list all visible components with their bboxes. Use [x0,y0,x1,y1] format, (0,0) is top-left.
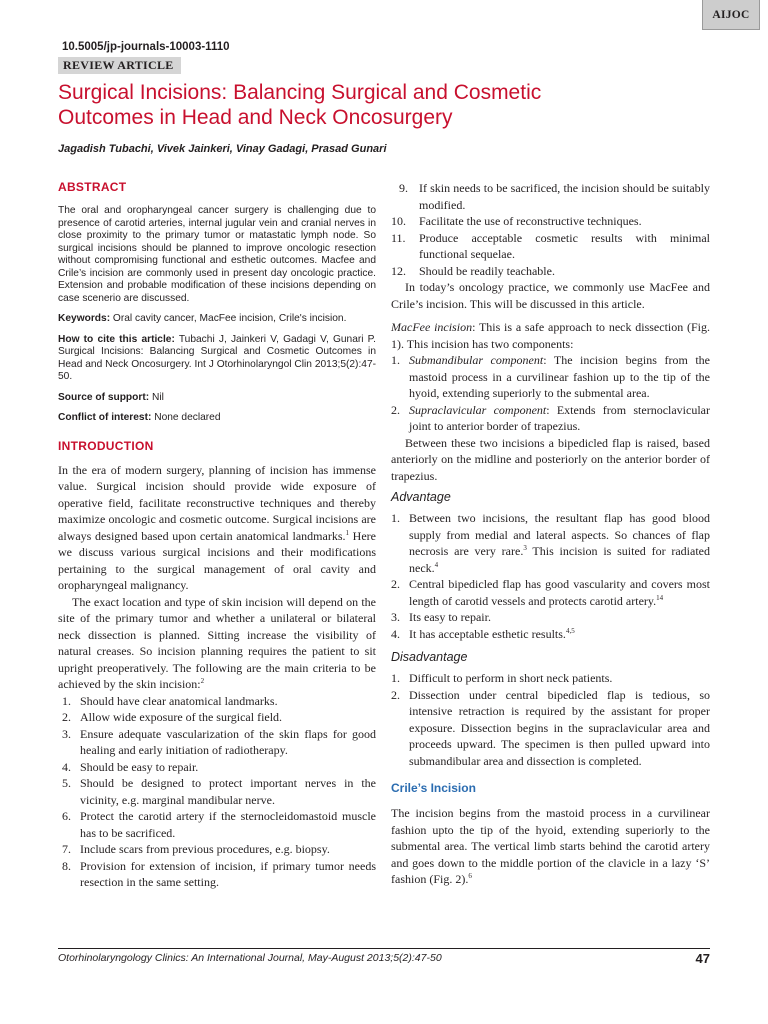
intro-paragraph-3: In today’s oncology practice, we commonly use MacFee and Crile’s incision. This will be discussed in this article. [391,280,710,311]
list-item: 1. Submandibular component: The incision begins from the mastoid process in a curvilinear fashion up to the tip of the hyoid, extending superiorly to the submental area. [391,353,710,400]
cite-text: Tubachi J, Jainkeri V, Gadagi V, Gunari P. Surgical Incisions: Balancing Surgical and Cosmetic Outcomes in Head and Neck Oncosurgery. Int J Otorhinolaryngol Clin 2013;5(2):47-50. [58,333,376,382]
keywords-text: Oral cavity cancer, MacFee incision, Crile's incision. [110,313,347,324]
conflict-of-interest [58,412,376,425]
support-text: Nil [149,391,164,403]
article-type-label: REVIEW ARTICLE [58,57,181,74]
list-item: 2. Supraclavicular component: Extends from sternoclavicular joint to anterior border of trapezius. [391,402,710,433]
introduction-heading: INTRODUCTION [58,438,154,453]
keywords-label: Keywords: [58,313,111,324]
list-item: 3. Ensure adequate vascularization of the skin flaps for good healing and early initiation of radiotherapy. [62,726,376,757]
criteria-list [58,693,376,891]
footer-divider [58,948,710,949]
conflict-label: Conflict of interest: [58,412,152,423]
list-item: 8. Provision for extension of incision, if primary tumor needs resection in the same setting. [62,858,376,889]
list-item: 2. Central bipedicled flap has good vascularity and covers most length of carotid vessels and protects carotid artery.$^{14}$ [391,577,710,608]
page-number: 47 [695,951,710,966]
list-item: 7. Include scars from previous procedures, e.g. biopsy. [62,842,330,856]
support-label: Source of support: [58,391,150,403]
list-item: 2. Dissection under central bipedicled flap is tedious, so intensive retraction is required by the assistant for proper exposure. Dissection begins in the supraclavicular area and proceeds upward. The specimen is then pulled upward into submandibular area and dissection is completed. [391,687,710,768]
footer-citation: Otorhinolaryngology Clinics: An International Journal, May-August 2013;5(2):47-50 [58,952,442,964]
list-item: 5. Should be designed to protect important nerves in the vicinity, e.g. marginal mandibular nerve. [62,776,376,807]
list-item: 3. Its easy to repair. [391,610,491,624]
advantage-heading: Advantage [391,490,451,504]
disadvantage-heading: Disadvantage [391,650,468,664]
source-of-support [58,392,376,405]
journal-tag: AIJOC [702,0,760,30]
list-item: 6. Protect the carotid artery if the sternocleidomastoid muscle has to be sacrificed. [62,809,376,840]
macfee-flap-paragraph: Between these two incisions a bipedicled flap is raised, based anteriorly on the midline and posteriorly on the anterior border of trapezius. [391,435,710,483]
doi[interactable]: 10.5005/jp-journals-10003-1110 [62,41,230,53]
keywords [58,313,376,326]
abstract-heading: ABSTRACT [58,180,127,194]
advantage-list [391,510,710,642]
list-item: 1. Difficult to perform in short neck patients. [391,671,613,685]
title-line-2: Outcomes in Head and Neck Oncosurgery [58,106,453,129]
left-column [58,180,376,891]
list-item: 12. Should be readily teachable. [391,263,555,278]
right-column [391,180,710,888]
list-item: 1. Between two incisions, the resultant flap has good blood supply from medial and lateral aspects. So chances of flap necrosis are very rare.$^3$ This incision is suited for radiated neck.$^4$ [391,511,711,575]
list-item: 4. It has acceptable esthetic results.$^{4,5}$ [391,626,575,641]
list-item: 2. Allow wide exposure of the surgical field. [62,710,283,724]
disadvantage-list [391,670,710,769]
macfee-components [391,352,710,435]
crile-paragraph: The incision begins from the mastoid process in a curvilinear fashion upto the tip of the hyoid, extending superiorly to the submental area. The vertical limb starts behind the carotid artery and goes down to the middle portion of the clavicle in a lazy ‘S’ fashion (Fig. 2).$^6$ [391,806,710,886]
conflict-text: None declared [151,412,221,423]
list-item: 1. Should have clear anatomical landmarks. [62,693,278,708]
macfee-label: MacFee incision [391,320,473,334]
authors: Jagadish Tubachi, Vivek Jainkeri, Vinay Gadagi, Prasad Gunari [58,143,387,155]
abstract-body: The oral and oropharyngeal cancer surgery is challenging due to presence of carotid arteries, internal jugular vein and cranial nerves in close proximity to the primary tumor or matastatic lymph node. So surgical incisions should be planned to improve oncologic resection without compromising functional and esthetic outcomes. Macfee and Crile’s incision are commonly used in present day oncologic practice. Extension and probable modification of these incisions depending on case scenerio are discussed. [58,205,376,304]
article-title [58,80,698,130]
title-line-1: Surgical Incisions: Balancing Surgical and Cosmetic [58,81,542,104]
cite-label: How to cite this article: [58,333,175,345]
list-item: 9. If skin needs to be sacrificed, the incision should be suitably modified. [399,181,710,212]
list-item: 10. Facilitate the use of reconstructive techniques. [391,214,642,228]
intro-paragraph-1: In the era of modern surgery, planning of incision has immense value. Surgical incision should provide wide exposure of operative field, facilitate reconstructive techniques and thereby maximize oncologic and cosmetic outcome. Surgical incisions are always designed based upon certain anatomical landmarks.$^1$ Here we discuss various surgical incisions and their modifications pertaining to the surgical management of oral cavity and oropharyngeal malignancy. [58,462,376,592]
list-item: 11. Produce acceptable cosmetic results with minimal functional sequelae. [391,230,710,261]
macfee-intro: MacFee incision: This is a safe approach to neck dissection (Fig. 1). This incision has two components: [391,320,710,351]
list-item: 4. Should be easy to repair. [62,759,199,774]
crile-incision-heading: Crile’s Incision [391,781,476,795]
citation-info [58,334,376,384]
criteria-list-continued [391,180,710,279]
intro-paragraph-2: The exact location and type of skin incision will depend on the site of the primary tumor and whether a unilateral or bilateral neck dissection is planned. Sitting increase the visibility of natural creases. So incision planning requires the patient to sit upright preoperatively. The following are the main criteria to be achieved by the skin incision:$^2$ [58,594,376,691]
